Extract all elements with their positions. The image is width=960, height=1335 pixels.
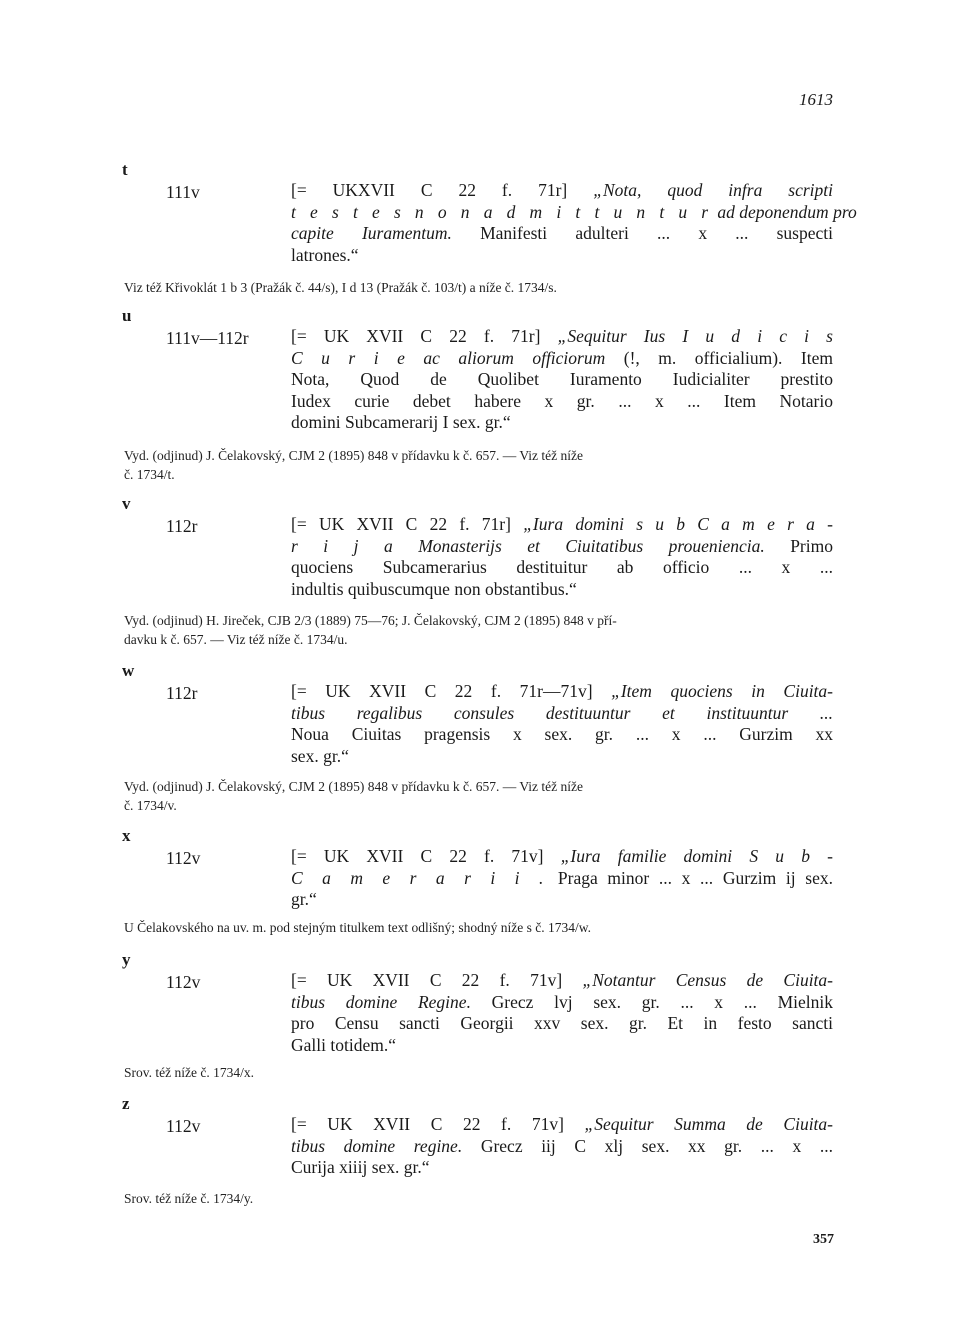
text-line: t e s t e s n o n a d m i t t u n t u r ad deponendum pro (291, 201, 857, 222)
note-line: Srov. též níže č. 1734/x. (124, 1065, 254, 1080)
entry-text (291, 846, 833, 911)
page-number-bottom: 357 (813, 1232, 834, 1247)
text-line: [= UK XVII C 22 f. 71r—71v] „Item quociens in Ciuita- (291, 681, 834, 701)
text-line: [= UK XVII C 22 f. 71v] „Notantur Census de Ciuita- (291, 970, 833, 990)
entry-text (291, 1114, 833, 1179)
entry-letter: x (122, 826, 131, 845)
text-line: tibus regalibus consules destituuntur et instituuntur ... (291, 702, 833, 723)
note-line: Vyd. (odjinud) J. Čelakovský, CJM 2 (1895) 848 v přídavku k č. 657. — Viz též níže (124, 779, 584, 794)
text-line: Curija xiiij sex. gr.“ (291, 1157, 430, 1177)
entry-letter: v (122, 494, 131, 513)
text-line: Nota, Quod de Quolibet Iuramento Iudicialiter prestito (291, 369, 833, 389)
note-line: Srov. též níže č. 1734/y. (124, 1191, 254, 1206)
commentary-note (124, 1189, 834, 1208)
folio-reference: 111v (166, 182, 200, 202)
note-line: Vyd. (odjinud) H. Jireček, CJB 2/3 (1889) 75—76; J. Čelakovský, CJM 2 (1895) 848 v pří- (124, 613, 617, 628)
text-line: tibus domine Regine. Grecz lvj sex. gr. ... x ... Mielnik (291, 991, 833, 1012)
text-line: quociens Subcamerarius destituitur ab officio ... x ... (291, 557, 833, 577)
entry-text (291, 180, 857, 266)
folio-reference: 112r (166, 516, 198, 536)
text-line: [= UKXVII C 22 f. 71r] „Nota, quod infra scripti (291, 180, 834, 200)
text-line: capite Iuramentum. Manifesti adulteri ... x ... suspecti (291, 223, 833, 243)
entry-letter: z (122, 1094, 130, 1113)
commentary-note (124, 278, 834, 297)
note-line: U Čelakovského na uv. m. pod stejným titulkem text odlišný; shodný níže s č. 1734/w. (124, 920, 591, 935)
commentary-note (124, 446, 834, 484)
text-line: [= UK XVII C 22 f. 71v] „Iura familie domini S u b - (291, 846, 833, 866)
text-line: r i j a Monasterijs et Ciuitatibus proueniencia. Primo (291, 535, 833, 556)
folio-reference: 112v (166, 1116, 201, 1136)
text-line: [= UK XVII C 22 f. 71v] „Sequitur Summa de Ciuita- (291, 1114, 834, 1134)
entry-text (291, 326, 833, 434)
entry-letter: u (122, 306, 132, 325)
text-line: domini Subcamerarij I sex. gr.“ (291, 412, 511, 432)
entry-text (291, 970, 833, 1056)
text-line: C u r i e ac aliorum officiorum (!, m. officialium). Item (291, 347, 833, 368)
text-line: tibus domine regine. Grecz iij C xlj sex. xx gr. ... x ... (291, 1135, 833, 1156)
commentary-note (124, 777, 834, 815)
entry-letter: y (122, 950, 131, 969)
folio-reference: 112r (166, 683, 198, 703)
commentary-note (124, 611, 834, 649)
entry-text (291, 681, 833, 767)
note-line: Vyd. (odjinud) J. Čelakovský, CJM 2 (1895) 848 v přídavku k č. 657. — Viz též níže (124, 448, 584, 463)
text-line: Galli totidem.“ (291, 1034, 396, 1055)
entry-letter: t (122, 160, 128, 179)
folio-reference: 112v (166, 972, 201, 992)
text-line: latrones.“ (291, 244, 359, 265)
text-line: [= UK XVII C 22 f. 71r] „Iura domini s u b C a m e r a - (291, 514, 833, 534)
text-line: pro Censu sancti Georgii xxv sex. gr. Et in festo sancti (291, 1013, 833, 1033)
text-line: indultis quibuscumque non obstantibus.“ (291, 578, 577, 599)
entry-letter: w (122, 661, 135, 680)
text-line: Iudex curie debet habere x gr. ... x ... Item Notario (291, 390, 833, 411)
folio-reference: 112v (166, 848, 201, 868)
note-line: č. 1734/t. (124, 467, 175, 482)
folio-reference: 111v—112r (166, 328, 249, 348)
text-line: Noua Ciuitas pragensis x sex. gr. ... x ... Gurzim xx (291, 724, 833, 744)
text-line: gr.“ (291, 889, 317, 909)
commentary-note (124, 918, 834, 937)
entry-text (291, 514, 833, 600)
commentary-note (124, 1063, 834, 1082)
text-line: [= UK XVII C 22 f. 71r] „Sequitur Ius I u d i c i s (291, 326, 833, 346)
note-line: davku k č. 657. — Viz též níže č. 1734/u. (124, 632, 348, 647)
text-line: C a m e r a r i i . Praga minor ... x ... Gurzim ij sex. (291, 867, 834, 888)
note-line: č. 1734/v. (124, 798, 177, 813)
note-line: Viz též Křivoklát 1 b 3 (Pražák č. 44/s), I d 13 (Pražák č. 103/t) a níže č. 1734/s. (124, 280, 557, 295)
page-number-top: 1613 (799, 90, 833, 109)
text-line: sex. gr.“ (291, 745, 349, 766)
